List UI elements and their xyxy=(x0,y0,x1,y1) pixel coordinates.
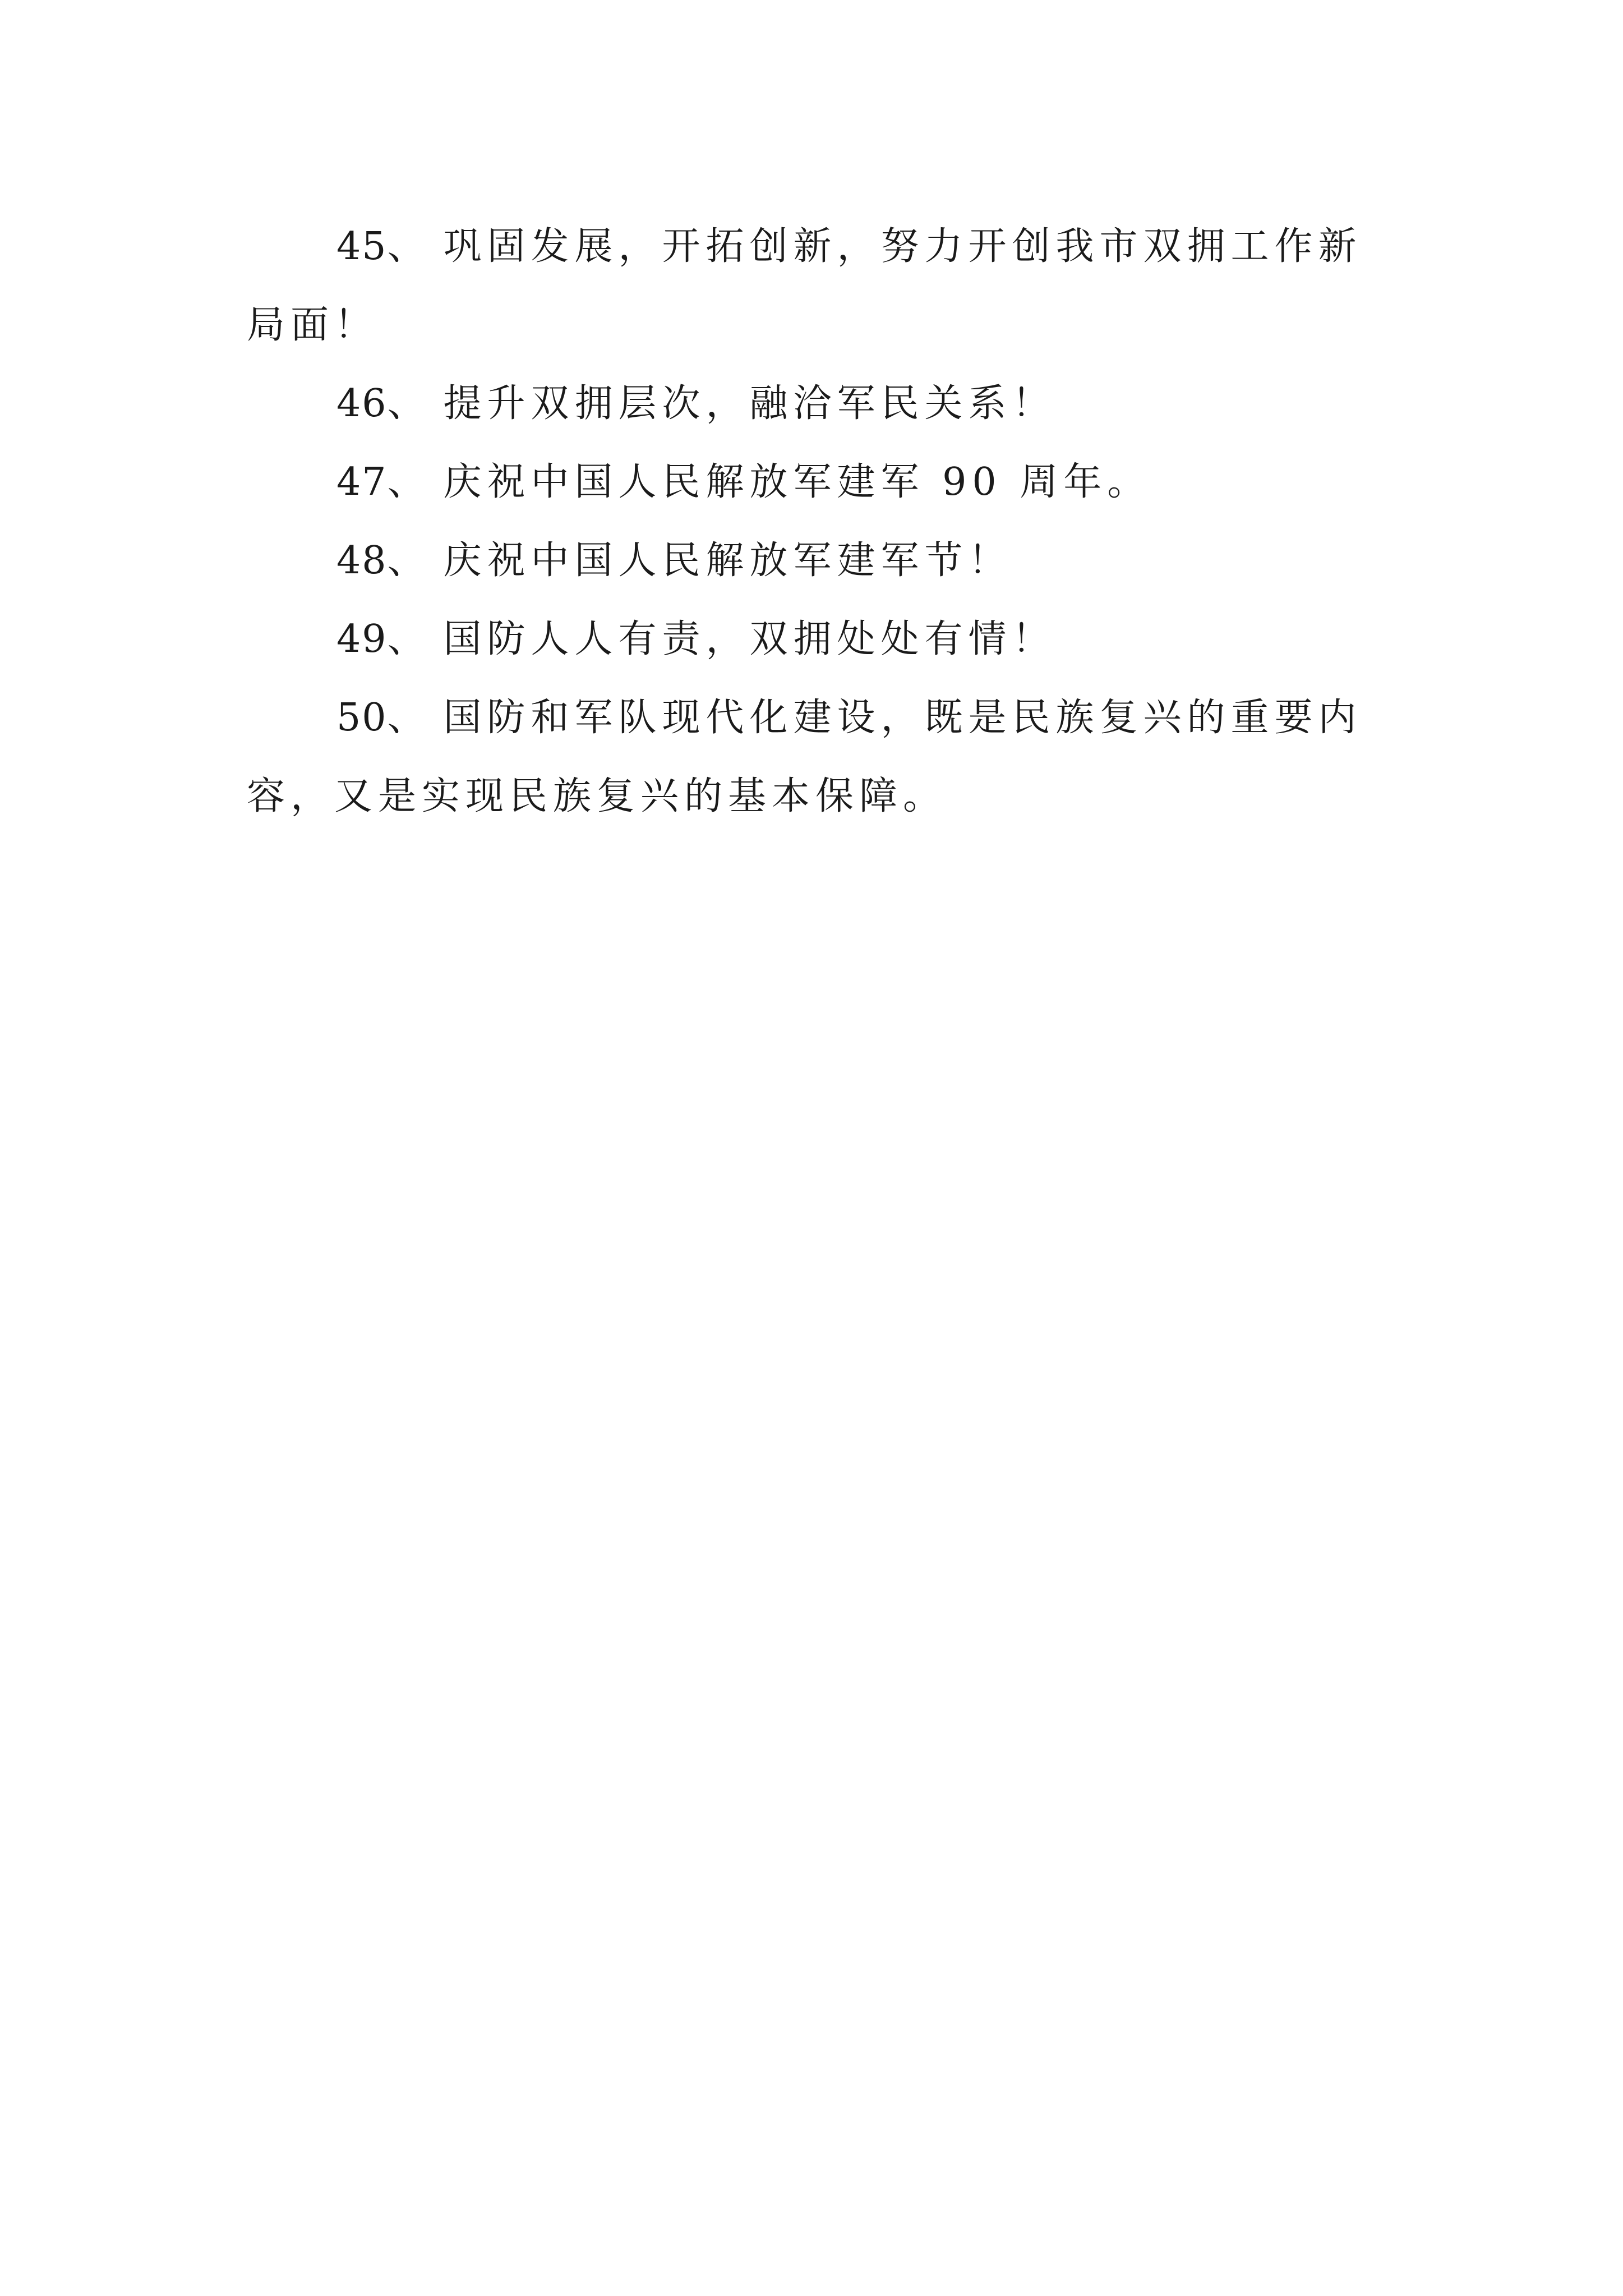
item-number: 46、 xyxy=(336,381,427,426)
item-number: 47、 xyxy=(336,460,427,504)
item-text: 国防和军队现代化建设，既是民族复兴的重要内容，又是实现民族复兴的基本保障。 xyxy=(247,696,1362,818)
item-text: 国防人人有责，双拥处处有情！ xyxy=(443,617,1056,661)
list-item-45 xyxy=(247,208,1391,365)
item-number: 45、 xyxy=(336,224,427,269)
list-item-50 xyxy=(247,679,1391,836)
item-text: 庆祝中国人民解放军建军节！ xyxy=(443,539,1012,583)
list-item-49 xyxy=(247,600,1391,679)
item-text: 庆祝中国人民解放军建军 90 周年。 xyxy=(443,460,1151,504)
list-item-47 xyxy=(247,443,1391,522)
item-text: 巩固发展，开拓创新，努力开创我市双拥工作新局面！ xyxy=(247,224,1362,347)
item-number: 50、 xyxy=(336,696,427,740)
item-number: 49、 xyxy=(336,617,427,661)
item-text: 提升双拥层次，融洽军民关系！ xyxy=(443,381,1056,426)
slogan-list xyxy=(247,208,1391,836)
list-item-48 xyxy=(247,522,1391,600)
item-number: 48、 xyxy=(336,539,427,583)
list-item-46 xyxy=(247,365,1391,443)
